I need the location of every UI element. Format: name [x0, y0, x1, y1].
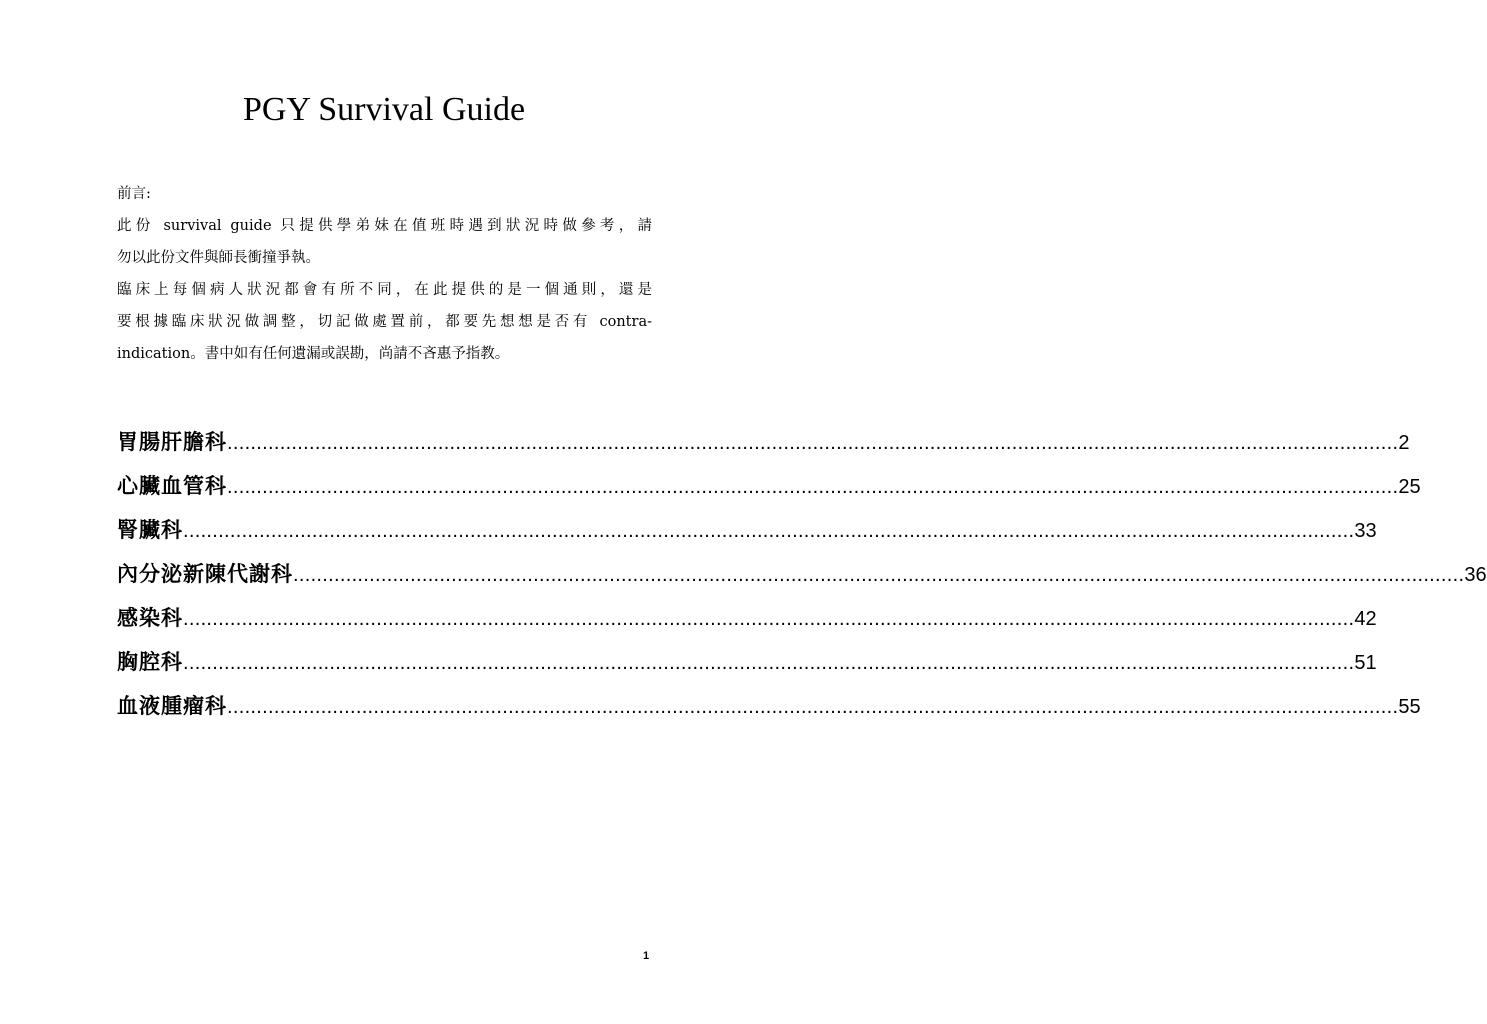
- toc-dot-leader: ........................................................................................................................................................................................................: [227, 432, 1399, 454]
- page-number: 1: [642, 950, 650, 962]
- toc-entry[interactable]: [117, 464, 1421, 508]
- preface-line: indication。書中如有任何遺漏或誤勘，尚請不吝惠予指教。: [117, 346, 510, 362]
- toc-entry-title: 胃腸肝膽科: [117, 429, 227, 454]
- toc-entry-title: 內分泌新陳代謝科: [117, 561, 293, 586]
- table-of-contents: [117, 420, 1487, 728]
- toc-entry-title: 血液腫瘤科: [117, 693, 227, 718]
- toc-dot-leader: ........................................................................................................................................................................................................: [293, 564, 1465, 586]
- toc-dot-leader: ........................................................................................................................................................................................................: [183, 520, 1355, 542]
- toc-entry[interactable]: [117, 508, 1377, 552]
- toc-dot-leader: ........................................................................................................................................................................................................: [183, 608, 1355, 630]
- toc-entry-page: 51: [1354, 652, 1377, 674]
- toc-entry-page: 36: [1464, 564, 1487, 586]
- document-title: PGY Survival Guide: [242, 91, 526, 128]
- toc-entry-title: 心臟血管科: [117, 473, 227, 498]
- toc-entry[interactable]: [117, 552, 1487, 596]
- toc-entry[interactable]: [117, 596, 1377, 640]
- preface-line: 勿以此份文件與師長衝撞爭執。: [117, 250, 320, 266]
- toc-entry-title: 感染科: [117, 605, 183, 630]
- preface-line: 此份 survival guide 只提供學弟妹在值班時遇到狀況時做參考，請: [117, 218, 652, 234]
- toc-entry[interactable]: [117, 684, 1421, 728]
- toc-entry-title: 腎臟科: [117, 517, 183, 542]
- toc-dot-leader: ........................................................................................................................................................................................................: [227, 696, 1399, 718]
- toc-dot-leader: ........................................................................................................................................................................................................: [183, 652, 1355, 674]
- toc-entry-page: 25: [1398, 476, 1421, 498]
- preface: [117, 178, 652, 370]
- toc-entry-page: 55: [1398, 696, 1421, 718]
- toc-entry[interactable]: [117, 420, 1410, 464]
- toc-entry-page: 2: [1398, 432, 1410, 454]
- toc-entry-title: 胸腔科: [117, 649, 183, 674]
- toc-entry-page: 33: [1354, 520, 1377, 542]
- preface-line: 臨床上每個病人狀況都會有所不同，在此提供的是一個通則，還是: [117, 282, 652, 298]
- toc-entry-page: 42: [1354, 608, 1377, 630]
- preface-line: 要根據臨床狀況做調整，切記做處置前，都要先想想是否有 contra-: [117, 314, 652, 330]
- toc-dot-leader: ........................................................................................................................................................................................................: [227, 476, 1399, 498]
- toc-entry[interactable]: [117, 640, 1377, 684]
- preface-heading: 前言:: [117, 186, 151, 202]
